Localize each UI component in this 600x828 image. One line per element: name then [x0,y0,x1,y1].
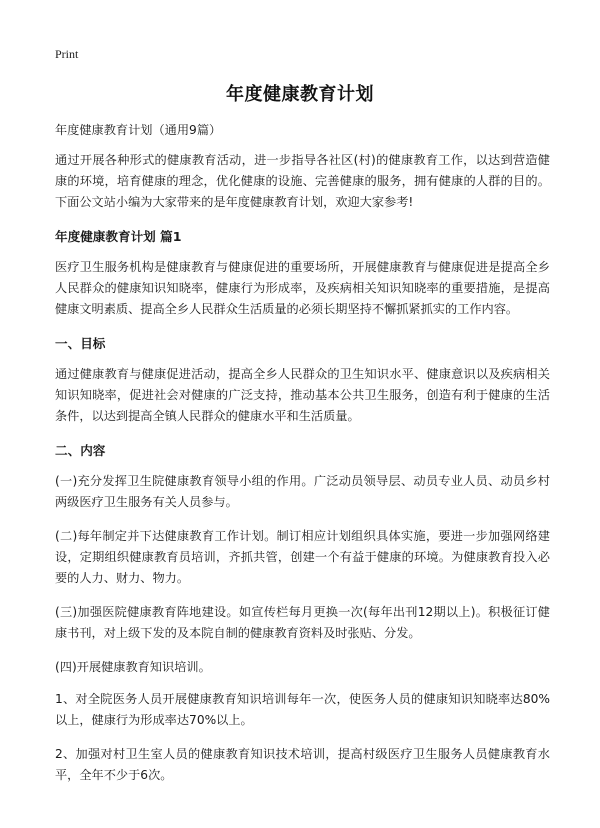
goal-paragraph: 通过健康教育与健康促进活动，提高全乡人民群众的卫生知识水平、健康意识以及疾病相关知识知晓率，促进社会对健康的广泛支持，推动基本公共卫生服务，创造有利于健康的生活条件，以达到提高全镇人民群众的健康水平和生活质量。 [55,367,550,423]
list-item: (二)每年制定并下达健康教育工作计划。制订相应计划组织具体实施，要进一步加强网络建设，定期组织健康教育员培训，齐抓共管，创建一个有益于健康的环境。为健康教育投入必要的人力、财力、物力。 [55,529,550,585]
list-item: 2、加强对村卫生室人员的健康教育知识技术培训，提高村级医疗卫生服务人员健康教育水平，全年不少于6次。 [55,747,550,782]
list-item: (一)充分发挥卫生院健康教育领导小组的作用。广泛动员领导层、动员专业人员、动员乡村两级医疗卫生服务有关人员参与。 [55,474,550,509]
page-title: 年度健康教育计划 [226,84,374,105]
content-heading: 二、内容 [55,443,106,458]
goal-heading: 一、目标 [55,336,106,351]
section-intro-paragraph: 医疗卫生服务机构是健康教育与健康促进的重要场所，开展健康教育与健康促进是提高全乡人民群众的健康知识知晓率，健康行为形成率，及疾病相关知识知晓率的重要措施，是提高健康文明素质、提高全乡人民群众生活质量的必须长期坚持不懈抓紧抓实的工作内容。 [55,260,550,316]
list-item: (三)加强医院健康教育阵地建设。如宣传栏每月更换一次(每年出刊12期以上)。积极征订健康书刊，对上级下发的及本院自制的健康教育资料及时张贴、分发。 [55,605,550,640]
list-item: (四)开展健康教育知识培训。 [55,660,211,674]
section-heading: 年度健康教育计划 篇1 [55,229,182,244]
document-body [55,120,550,799]
document-subtitle: 年度健康教育计划（通用9篇） [55,123,222,137]
list-item: 1、对全院医务人员开展健康教育知识培训每年一次，使医务人员的健康知识知晓率达80%以上，健康行为形成率达70%以上。 [55,692,550,727]
print-link[interactable]: Print [55,47,79,61]
intro-paragraph: 通过开展各种形式的健康教育活动，进一步指导各社区(村)的健康教育工作，以达到营造健康的环境，培育健康的理念，优化健康的设施、完善健康的服务，拥有健康的人群的目的。下面公文站小编为大家带来的是年度健康教育计划，欢迎大家参考! [55,153,550,209]
